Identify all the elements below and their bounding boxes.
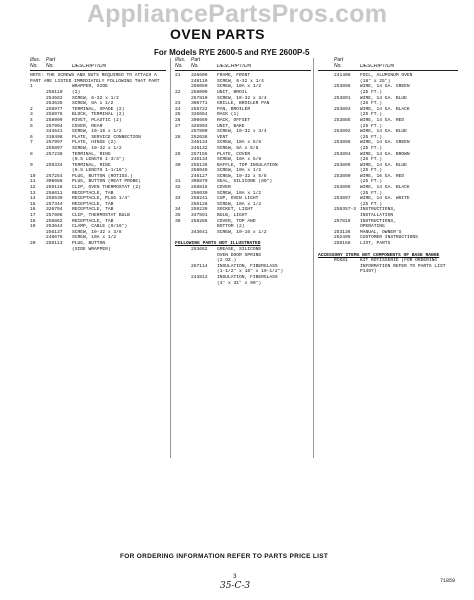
illus-number: 32 — [175, 185, 181, 191]
part-description: VENT — [217, 134, 229, 140]
part-number: 253897 — [334, 196, 351, 202]
part-row — [30, 247, 166, 253]
part-number: 306879 — [191, 179, 208, 185]
part-number: 259239 — [191, 207, 208, 213]
part-description: (25 FT.) — [360, 89, 383, 95]
part-description: COVER — [217, 185, 231, 191]
part-description: WIRE, 16 GA. RED — [360, 173, 405, 179]
part-description: INSTRUCTIONS, — [360, 207, 396, 213]
part-description: PLUG, BUTTON (MEAT PROBE) — [72, 179, 141, 185]
part-description: UNIT, BAKE — [217, 123, 245, 129]
part-description: PAN, BROILER — [217, 106, 251, 112]
part-number: 343641 — [191, 229, 208, 235]
part-description: INSTALLATION — [360, 213, 394, 219]
parts-column-3 — [318, 58, 458, 275]
illus-number: 14 — [30, 196, 36, 202]
part-description: (25 FT.) — [360, 157, 383, 163]
part-number: 257238 — [46, 151, 63, 157]
illus-number: 5 — [30, 123, 33, 129]
part-description: RECEPTACLE, TAB — [72, 190, 114, 196]
part-number: 310498 — [46, 134, 63, 140]
column-divider — [170, 58, 171, 458]
illus-number: 29 — [175, 151, 181, 157]
part-number: 253891 — [334, 95, 351, 101]
illus-number: 30 — [175, 162, 181, 168]
part-number: 258611 — [46, 190, 63, 196]
part-description: (SIDE WRAPPER) — [72, 246, 111, 252]
part-description: CLAMP, CABLE (9/16") — [72, 224, 128, 230]
part-number: 258000 — [191, 89, 208, 95]
document-code: 71859 — [440, 578, 456, 584]
part-description: RIVET, PLASTIC (2) — [72, 117, 122, 123]
header-description: DESCRIPTION — [360, 63, 395, 69]
part-description: SCREW, 10A x 1/2 — [217, 190, 262, 196]
part-description: FRAME, FRONT — [217, 73, 251, 79]
part-description: RECEPTACLE, TAB — [72, 218, 114, 224]
part-number: 253896 — [334, 185, 351, 191]
illus-number: 16 — [30, 207, 36, 213]
part-description: (25 FT.) — [360, 123, 383, 129]
illus-number — [318, 258, 334, 275]
part-description: GRILLE, BROILER PAN — [217, 101, 270, 107]
part-description: WIRE, 14 GA. WHITE — [360, 196, 410, 202]
part-description: SCREW, 10A x 1/2 — [72, 235, 117, 241]
column-header — [30, 64, 166, 72]
part-number: 255897 — [46, 145, 63, 151]
part-description: (25 FT.) — [360, 179, 383, 185]
part-number: 258722 — [191, 106, 208, 112]
part-number: 267114 — [191, 263, 208, 269]
part-number: 257344 — [46, 201, 63, 207]
illus-number: 12 — [30, 185, 36, 191]
part-row — [318, 241, 458, 247]
illus-number: 19 — [30, 224, 36, 230]
parts-list — [175, 73, 311, 235]
part-description: SCREW, 8A x 5/8 — [217, 145, 259, 151]
part-description: SCREW, 10-32 x 3/4 — [217, 129, 267, 135]
part-number: 306688 — [46, 179, 63, 185]
part-number: 343641 — [46, 129, 63, 135]
part-description: SCREW, 10-16 x 1/2 — [217, 229, 267, 235]
part-number: 243813 — [191, 274, 208, 280]
part-number: 258241 — [191, 196, 208, 202]
part-number: 259118 — [46, 185, 63, 191]
part-number: 253894 — [334, 151, 351, 157]
part-number: 258816 — [191, 185, 208, 191]
ordering-footer: FOR ORDERING INFORMATION REFER TO PARTS PRICE LIST — [120, 553, 329, 560]
part-description: (3" x 31" x 90") — [217, 280, 262, 286]
header-part: Part — [334, 57, 344, 63]
part-description: CLIP, OVEN THERMOSTAT (2) — [72, 185, 141, 191]
page-number: 3 — [233, 573, 237, 580]
illus-number: 20 — [30, 241, 36, 246]
part-number: 306669 — [191, 117, 208, 123]
part-description: RACK (1) — [217, 112, 240, 118]
part-description: WIRE, 14 GA. RED — [360, 117, 405, 123]
illus-number: 4 — [30, 117, 33, 123]
part-description: WIRE, 14 GA. GREEN — [360, 84, 410, 90]
parts-column-1 — [30, 58, 166, 252]
part-row — [175, 281, 311, 287]
part-description: SCREW, 10-32 x 5/8 — [217, 173, 267, 179]
part-number: 252038 — [191, 134, 208, 140]
illus-number: 8 — [30, 151, 33, 157]
illus-number: 23 — [175, 101, 181, 107]
part-number: 246134 — [191, 140, 208, 146]
part-number: 258158 — [334, 241, 351, 246]
illus-number: 25 — [175, 112, 181, 118]
part-number: 258113 — [46, 241, 63, 246]
part-description: RECEPTACLE, PLUG 1/4" — [72, 196, 130, 202]
part-description: CUP, OVEN LIGHT — [217, 196, 259, 202]
part-description: WIRE, 14 GA. BLACK — [360, 185, 410, 191]
watermark: AppliancePartsPros.com — [86, 0, 388, 28]
part-number: 256030 — [191, 190, 208, 196]
part-description: SCREW, 10-32 x 3/8 — [72, 229, 122, 235]
part-description: RECEPTACLE, TAB — [72, 207, 114, 213]
illus-number: 13 — [30, 190, 36, 196]
part-description: (2 OZ.) — [217, 258, 237, 264]
part-description: BOTTOM (2) — [217, 224, 245, 230]
part-description: CLIP, THERMOSTAT BULB — [72, 213, 130, 219]
header-no: No. — [46, 62, 54, 69]
part-description: SOCKET, LIGHT — [217, 207, 253, 213]
part-number: 258977 — [46, 106, 63, 112]
part-description: WIRE, 14 GA. BLUE — [360, 129, 407, 135]
illus-number: 11 — [30, 179, 36, 185]
part-description: INSTRUCTIONS, — [360, 218, 396, 224]
part-description: (25 FT.) — [360, 112, 383, 118]
part-description: (0.5 LENGTH 1-1/16") — [72, 168, 128, 174]
part-description: SCREW, 10-32 x 3/4 — [217, 95, 267, 101]
part-number: 257254 — [46, 173, 63, 179]
part-description: (25 FT.) — [360, 101, 383, 107]
part-description: (25 FT.) — [360, 201, 383, 207]
handwritten-code: 35-C-3 — [220, 581, 251, 591]
header-illus: Illus. — [30, 57, 41, 63]
part-number: 246134 — [191, 157, 208, 163]
part-number: 257810 — [191, 95, 208, 101]
part-description: WIRE, 14 GA. BLACK — [360, 106, 410, 112]
part-number: 253635 — [46, 101, 63, 107]
illus-number: 21 — [175, 73, 181, 79]
part-number: 258862 — [46, 218, 63, 224]
part-number: 253896 — [334, 140, 351, 146]
part-description: SCREW, 8A x 1/2 — [72, 101, 114, 107]
illus-number: 3 — [30, 112, 33, 118]
part-number: 256049 — [191, 168, 208, 174]
illus-number — [30, 247, 46, 253]
header-no: No. — [191, 62, 199, 69]
part-description: (25 FT.) — [360, 145, 383, 151]
part-description: (2) — [72, 89, 81, 95]
part-number: 257810 — [334, 218, 351, 224]
part-description: WIRE, 14 GA. BLUE — [360, 95, 407, 101]
part-description: LIST, PARTS — [360, 241, 391, 246]
part-number: RCK81 — [334, 258, 348, 264]
screws-note: NOTE: THE SCREWS AND NUTS REQUIRED TO ATTACH A PART ARE LISTED IMMEDIATELY FOLLOWING THAT PART — [30, 73, 160, 84]
part-number: 258110 — [46, 89, 63, 95]
part-description: SCREW, 6-32 x 1/2 — [72, 95, 119, 101]
part-number: 256050 — [191, 84, 208, 90]
part-description: COVER, REAR — [72, 123, 103, 129]
part-number: 259357-3 — [334, 207, 357, 213]
illus-number: 36 — [175, 218, 181, 224]
part-description: WIRE, 14 GA. BROWN — [360, 151, 410, 157]
part-description: SCREW, 6-32 x 1/4 — [217, 78, 264, 84]
header-description: DESCRIPTION — [217, 63, 252, 69]
part-description: FOIL, ALUMINUM OVEN — [360, 73, 413, 79]
illus-number: 22 — [175, 89, 181, 95]
part-number: 257806 — [46, 213, 63, 219]
parts-list — [318, 73, 458, 246]
header-part: Part — [46, 57, 56, 63]
part-description: CUSTOMER INSTRUCTIONS — [360, 235, 418, 241]
part-number: 258999 — [46, 117, 63, 123]
part-number: 246127 — [191, 173, 208, 179]
part-description: INSULATION, FIBERGLASS — [217, 274, 278, 280]
part-number: 254582 — [46, 95, 63, 101]
part-number: 253885 — [334, 117, 351, 123]
illus-number: 31 — [175, 179, 181, 185]
part-number: 246132 — [191, 145, 208, 151]
part-number: 326609 — [191, 73, 208, 79]
part-description: PLUG, BUTTON — [72, 241, 106, 246]
part-number: 253136 — [334, 229, 351, 235]
part-description: WIRE, 14 GA. BLUE — [360, 162, 407, 168]
illus-number — [175, 230, 191, 236]
part-description: SCREW, 10A x 1/2 — [217, 84, 262, 90]
illus-number: 17 — [30, 213, 36, 219]
part-description: (25 FT.) — [360, 168, 383, 174]
illus-number: 9 — [30, 162, 33, 168]
parts-list-not-illustrated — [175, 247, 311, 286]
part-description: SCREW, 10A x 5/8 — [217, 140, 262, 146]
part-number: 257155 — [191, 151, 208, 157]
column-header — [175, 64, 311, 72]
part-description: TERMINAL, SPADE (2) — [72, 106, 125, 112]
part-number — [191, 281, 217, 287]
section-title-accessory: ACCESSORY ITEMS NOT COMPONENTS OF BASE RANGE — [318, 252, 440, 258]
part-number: 256137 — [46, 229, 63, 235]
part-description: TERMINAL, RING — [72, 162, 111, 168]
part-description: PLATE, COVER — [217, 151, 251, 157]
illus-number: 27 — [175, 123, 181, 129]
part-description: BAFFLE, TOP INSULATION — [217, 162, 278, 168]
illus-number: 7 — [30, 140, 33, 146]
page-subtitle: For Models RYE 2600-5 and RYE 2600P-5 — [154, 48, 310, 57]
part-description: OVEN DOOR SPRING — [217, 252, 262, 258]
part-number: 253895 — [334, 84, 351, 90]
illus-number: 35 — [175, 213, 181, 219]
parts-list-accessory — [318, 258, 458, 275]
part-number: 258976 — [46, 112, 63, 118]
part-number: 326794 — [46, 207, 63, 213]
part-description: BULB, LIGHT — [217, 213, 248, 219]
part-number: 257994 — [46, 123, 63, 129]
header-no: No. — [30, 62, 38, 69]
part-description: (25 FT.) — [360, 134, 383, 140]
illus-number: 34 — [175, 207, 181, 213]
part-description: (25 FT.) — [360, 190, 383, 196]
part-description: UNIT, BROIL — [217, 89, 248, 95]
part-description: SCREW, 10A x 1/2 — [217, 201, 262, 207]
part-description: SEAL, SILICONE (80") — [217, 179, 273, 185]
part-number: 253893 — [334, 106, 351, 112]
part-description: WIRE, 14 GA. GREEN — [360, 140, 410, 146]
part-number: 253890 — [334, 173, 351, 179]
part-description: (0.5 LENGTH 1-3/4") — [72, 157, 125, 163]
part-number: 262495 — [334, 235, 351, 241]
part-description: PLUG, BUTTON (ROTISS.) — [72, 173, 133, 179]
illus-number: 2 — [30, 106, 33, 112]
part-number: 308771 — [191, 101, 208, 107]
part-row — [175, 230, 311, 236]
illus-number: 18 — [30, 218, 36, 224]
part-description: OPERATING — [360, 224, 385, 230]
column-divider — [313, 58, 314, 458]
part-description: KIT ROTISSERIE (FOR ORDERING INFORMATION REFER TO PARTS LIST P1497) — [360, 258, 446, 275]
part-number: 241408 — [334, 73, 351, 79]
part-description: GREASE, SILICONE — [217, 247, 262, 252]
column-header — [318, 64, 458, 72]
part-number: 258539 — [46, 196, 63, 202]
part-number: 248676 — [46, 235, 63, 241]
part-number: 326664 — [191, 112, 208, 118]
part-description: PLATE, HINGE (2) — [72, 140, 117, 146]
part-number — [46, 247, 72, 253]
header-description: DESCRIPTION — [72, 63, 107, 69]
part-row — [318, 258, 458, 275]
illus-number: 33 — [175, 196, 181, 202]
section-title-not-illustrated: FOLLOWING PARTS NOT ILLUSTRATED — [175, 241, 261, 247]
illus-number: 1 — [30, 84, 33, 90]
part-description: PLATE, SERVICE CONNECTION — [72, 134, 141, 140]
illus-number: 28 — [175, 134, 181, 140]
illus-number — [175, 281, 191, 287]
part-number: 253892 — [334, 129, 351, 135]
part-number: 258286 — [191, 218, 208, 224]
header-part: Part — [191, 57, 201, 63]
part-description: SCREW, 10A x 5/8 — [217, 157, 262, 163]
part-number: 253652 — [191, 247, 208, 252]
illus-number: 10 — [30, 173, 36, 179]
part-number: 257800 — [191, 129, 208, 135]
part-number: 253644 — [46, 224, 63, 230]
illus-number: 26 — [175, 117, 181, 123]
part-description: (1-1/2" x 18" x 19-1/2") — [217, 269, 284, 275]
part-description: RECEPTACLE, TAB — [72, 201, 114, 207]
page-title: OVEN PARTS — [170, 26, 265, 42]
illus-number: 15 — [30, 201, 36, 207]
part-description: INSULATION, FIBERGLASS — [217, 263, 278, 269]
parts-column-2 — [175, 58, 311, 286]
part-description: (18" x 25") — [360, 78, 391, 84]
part-description: SCREW, 10-32 x 1/2 — [72, 145, 122, 151]
illus-number — [318, 241, 334, 247]
part-description: MANUAL, OWNER'S — [360, 229, 402, 235]
part-number: 256128 — [191, 201, 208, 207]
part-number: 255135 — [191, 162, 208, 168]
part-number: 259334 — [46, 162, 63, 168]
part-number: 326993 — [191, 123, 208, 129]
illus-number: 24 — [175, 106, 181, 112]
part-description: RACK, OFFSET — [217, 117, 251, 123]
part-description: SCREW, 10-16 x 1/2 — [72, 129, 122, 135]
part-description: WRAPPER, SIDE — [72, 84, 108, 90]
part-description: BLOCK, TERMINAL (2) — [72, 112, 125, 118]
part-number: 347591 — [191, 213, 208, 219]
parts-list — [30, 84, 166, 252]
part-number: 257997 — [46, 140, 63, 146]
part-description: TERMINAL, RING — [72, 151, 111, 157]
header-no: No. — [175, 62, 183, 69]
header-no: No. — [334, 62, 342, 69]
part-number: 253899 — [334, 162, 351, 168]
header-illus: Illus. — [175, 57, 186, 63]
part-description: COVER, TOP AND — [217, 218, 256, 224]
part-description: SCREW, 10A x 1/2 — [217, 168, 262, 174]
part-number: 248119 — [191, 78, 208, 84]
illus-number: 6 — [30, 134, 33, 140]
